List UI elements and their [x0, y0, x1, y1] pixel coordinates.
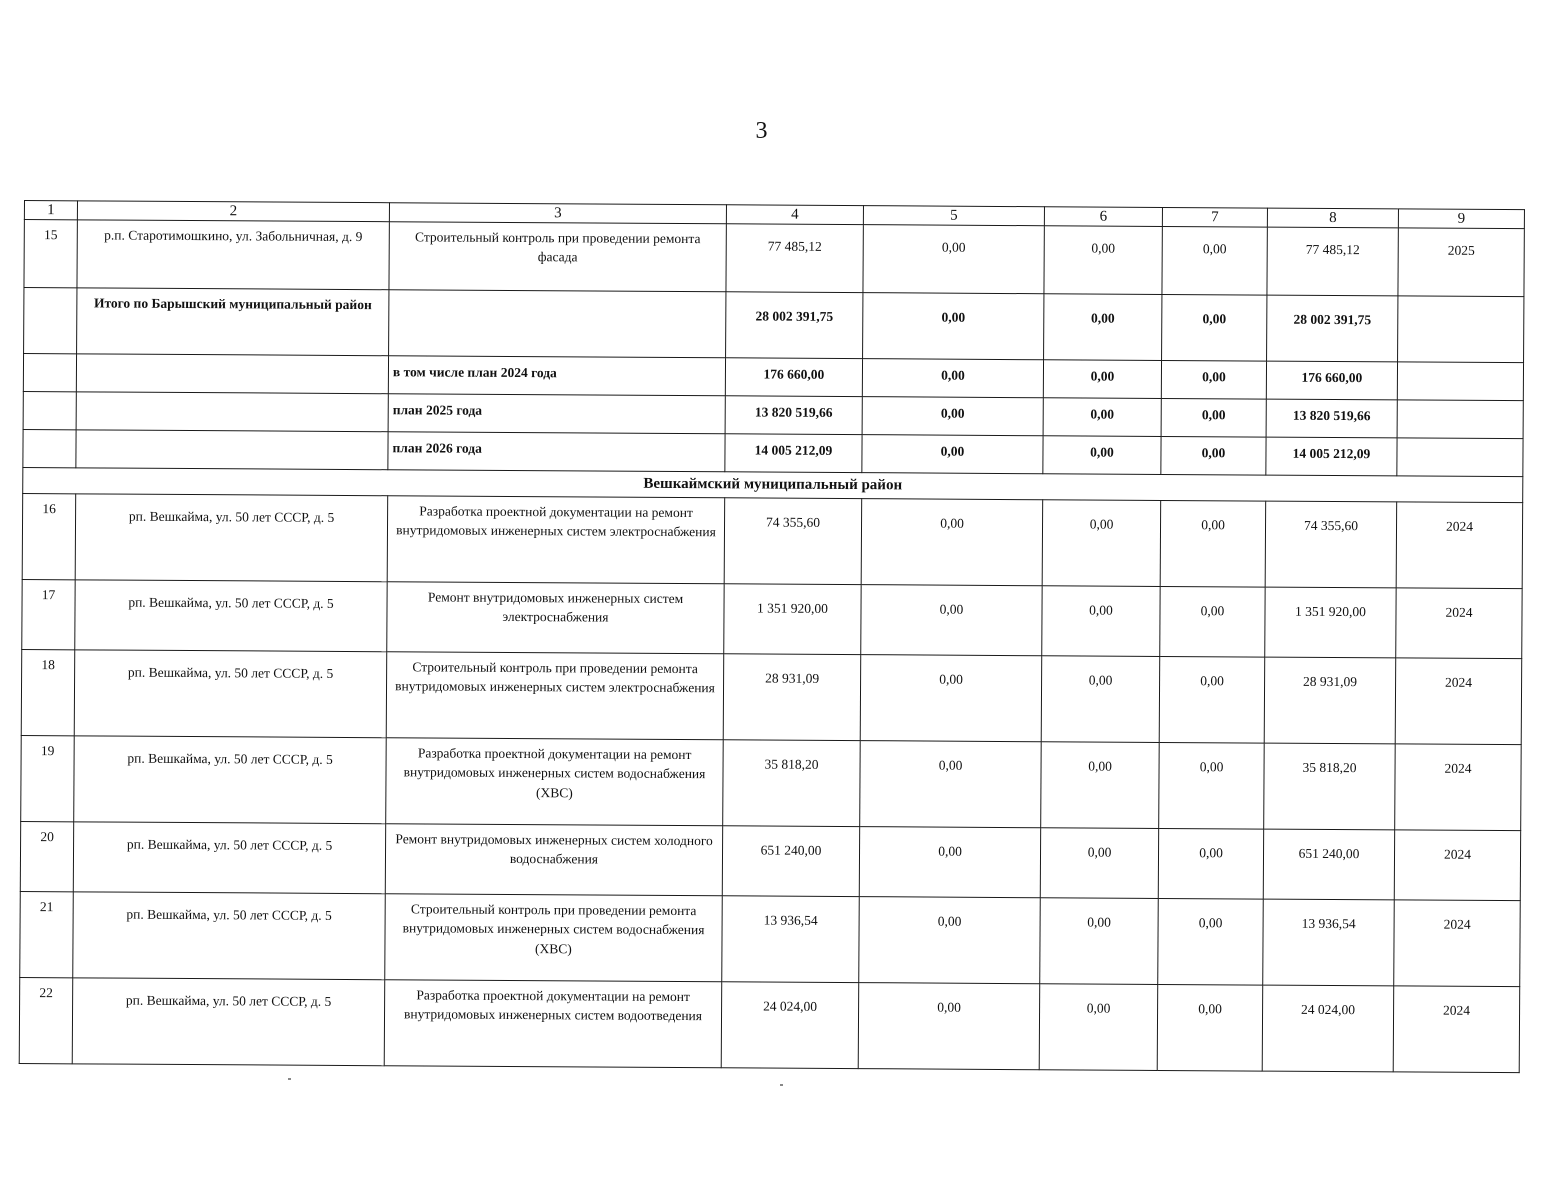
- row-col5-amount: 0,00: [861, 585, 1042, 656]
- table-row: [20, 892, 1520, 987]
- row-col7-amount: 0,00: [1160, 501, 1266, 588]
- row-col8-amount: 651 240,00: [1263, 829, 1394, 900]
- row-work-type: Строительный контроль при проведении ремонта внутридомовых инженерных систем электроснабжения: [386, 652, 724, 740]
- total-row: [24, 288, 1524, 363]
- row-address: рп. Вешкайма, ул. 50 лет СССР, д. 5: [75, 494, 388, 582]
- row-number: 16: [22, 494, 76, 580]
- row-work-type: Разработка проектной документации на ремонт внутридомовых инженерных систем водоснабжения (ХВС): [386, 738, 724, 826]
- total-col5: 0,00: [863, 293, 1044, 360]
- total-label: Итого по Барышский муниципальный район: [77, 288, 389, 356]
- row-col7-amount: 0,00: [1159, 657, 1265, 744]
- total-col7: 0,00: [1162, 294, 1267, 361]
- row-address: р.п. Старотимошкино, ул. Забольничная, д. 9: [77, 220, 389, 290]
- table-row: [22, 494, 1522, 589]
- row-col6-amount: 0,00: [1041, 656, 1160, 743]
- column-number: 2: [77, 201, 389, 222]
- row-year: 2024: [1395, 744, 1522, 831]
- row-col6-amount: 0,00: [1042, 586, 1160, 657]
- row-col4-amount: 35 818,20: [723, 740, 861, 827]
- row-col4-amount: 1 351 920,00: [724, 584, 861, 655]
- plan-col8: 13 820 519,66: [1266, 399, 1397, 438]
- row-col8-amount: 28 931,09: [1264, 657, 1396, 744]
- row-col4-amount: 13 936,54: [722, 896, 860, 983]
- row-year: 2025: [1398, 228, 1524, 297]
- row-col6-amount: 0,00: [1044, 226, 1162, 295]
- plan-col8: 14 005 212,09: [1266, 437, 1397, 476]
- plan-label: план 2026 года: [388, 432, 725, 472]
- plan-label: план 2025 года: [388, 394, 725, 434]
- row-work-type: Строительный контроль при проведении ремонта внутридомовых инженерных систем водоснабжения (ХВС): [385, 894, 723, 982]
- row-number: 15: [24, 220, 77, 288]
- row-col7-amount: 0,00: [1159, 743, 1265, 830]
- section-title: Вешкаймский муниципальный район: [23, 467, 1523, 502]
- row-year: 2024: [1395, 658, 1522, 745]
- row-work-type: Разработка проектной документации на ремонт внутридомовых инженерных систем электроснабжения: [387, 496, 725, 584]
- column-number: 6: [1044, 207, 1162, 227]
- row-col7-amount: 0,00: [1157, 985, 1263, 1072]
- row-number: 18: [21, 650, 75, 736]
- plan-col7: 0,00: [1161, 360, 1266, 399]
- row-col5-amount: 0,00: [861, 499, 1043, 586]
- total-col8: 28 002 391,75: [1267, 295, 1398, 362]
- row-col5-amount: 0,00: [859, 897, 1041, 984]
- column-number: 7: [1162, 207, 1267, 227]
- program-table-sheet: [19, 200, 1524, 1073]
- plan-col4: 176 660,00: [725, 358, 862, 397]
- row-col8-amount: 1 351 920,00: [1265, 587, 1396, 658]
- plan-col6: 0,00: [1043, 436, 1161, 475]
- column-number: 9: [1398, 209, 1524, 229]
- row-number: 19: [21, 736, 75, 822]
- row-number: 17: [22, 580, 75, 650]
- table-row: [22, 580, 1522, 659]
- plan-col5: 0,00: [862, 397, 1043, 436]
- row-address: рп. Вешкайма, ул. 50 лет СССР, д. 5: [74, 650, 387, 738]
- row-address: рп. Вешкайма, ул. 50 лет СССР, д. 5: [73, 892, 386, 980]
- row-col8-amount: 35 818,20: [1264, 743, 1396, 830]
- table-row: [20, 822, 1520, 901]
- row-col4-amount: 74 355,60: [724, 498, 862, 585]
- total-col4: 28 002 391,75: [726, 292, 863, 359]
- row-work-type: Разработка проектной документации на ремонт внутридомовых инженерных систем водоотведения: [384, 980, 722, 1068]
- repair-program-table: [19, 200, 1525, 1073]
- row-year: 2024: [1394, 900, 1521, 987]
- row-col4-amount: 24 024,00: [721, 982, 859, 1069]
- plan-col6: 0,00: [1043, 360, 1161, 399]
- plan-col7: 0,00: [1161, 436, 1266, 475]
- row-address: рп. Вешкайма, ул. 50 лет СССР, д. 5: [73, 822, 385, 894]
- row-col8-amount: 24 024,00: [1262, 985, 1394, 1072]
- row-work-type: Строительный контроль при проведении ремонта фасада: [389, 222, 726, 292]
- column-number: 1: [24, 201, 77, 220]
- page-number: 3: [755, 118, 768, 144]
- scan-speck: [780, 1084, 783, 1086]
- table-row: [24, 220, 1524, 297]
- plan-col8: 176 660,00: [1266, 361, 1397, 400]
- plan-col4: 13 820 519,66: [725, 396, 862, 435]
- row-col5-amount: 0,00: [858, 983, 1040, 1070]
- plan-col7: 0,00: [1161, 398, 1266, 437]
- row-year: 2024: [1394, 830, 1520, 901]
- row-col8-amount: 13 936,54: [1263, 899, 1395, 986]
- row-work-type: Ремонт внутридомовых инженерных систем электроснабжения: [387, 582, 724, 654]
- row-address: рп. Вешкайма, ул. 50 лет СССР, д. 5: [72, 978, 385, 1066]
- row-year: 2024: [1393, 986, 1520, 1073]
- row-col6-amount: 0,00: [1042, 500, 1161, 587]
- row-col8-amount: 74 355,60: [1265, 501, 1397, 588]
- row-number: 22: [19, 978, 73, 1064]
- plan-col4: 14 005 212,09: [725, 434, 862, 473]
- row-number: 20: [20, 822, 73, 892]
- plan-col5: 0,00: [862, 435, 1043, 474]
- row-number: 21: [20, 892, 74, 978]
- row-col4-amount: 651 240,00: [722, 826, 859, 897]
- row-col6-amount: 0,00: [1040, 828, 1158, 899]
- row-col6-amount: 0,00: [1040, 898, 1159, 985]
- row-col6-amount: 0,00: [1039, 984, 1158, 1071]
- plan-col5: 0,00: [862, 359, 1043, 398]
- row-year: 2024: [1396, 502, 1523, 589]
- row-col7-amount: 0,00: [1158, 829, 1263, 900]
- column-number: 8: [1267, 208, 1398, 228]
- scan-speck: [288, 1078, 291, 1080]
- column-number: 5: [863, 206, 1044, 226]
- column-number: 4: [726, 205, 863, 225]
- row-work-type: Ремонт внутридомовых инженерных систем холодного водоснабжения: [385, 824, 722, 896]
- column-number: 3: [389, 203, 726, 224]
- row-col7-amount: 0,00: [1160, 587, 1265, 658]
- table-row: [21, 736, 1521, 831]
- row-col4-amount: 28 931,09: [723, 654, 861, 741]
- row-address: рп. Вешкайма, ул. 50 лет СССР, д. 5: [74, 736, 387, 824]
- table-row: [21, 650, 1521, 745]
- row-col6-amount: 0,00: [1041, 742, 1160, 829]
- plan-label: в том числе план 2024 года: [388, 356, 725, 396]
- row-col5-amount: 0,00: [860, 741, 1042, 828]
- row-address: рп. Вешкайма, ул. 50 лет СССР, д. 5: [75, 580, 387, 652]
- row-col4-amount: 77 485,12: [726, 224, 863, 293]
- plan-col6: 0,00: [1043, 398, 1161, 437]
- total-col6: 0,00: [1044, 294, 1162, 361]
- row-col5-amount: 0,00: [859, 827, 1040, 898]
- row-col7-amount: 0,00: [1162, 226, 1267, 295]
- row-col7-amount: 0,00: [1158, 899, 1264, 986]
- row-col8-amount: 77 485,12: [1267, 227, 1398, 296]
- table-row: [19, 978, 1519, 1073]
- row-year: 2024: [1396, 588, 1522, 659]
- row-col5-amount: 0,00: [860, 655, 1042, 742]
- row-col5-amount: 0,00: [863, 225, 1044, 294]
